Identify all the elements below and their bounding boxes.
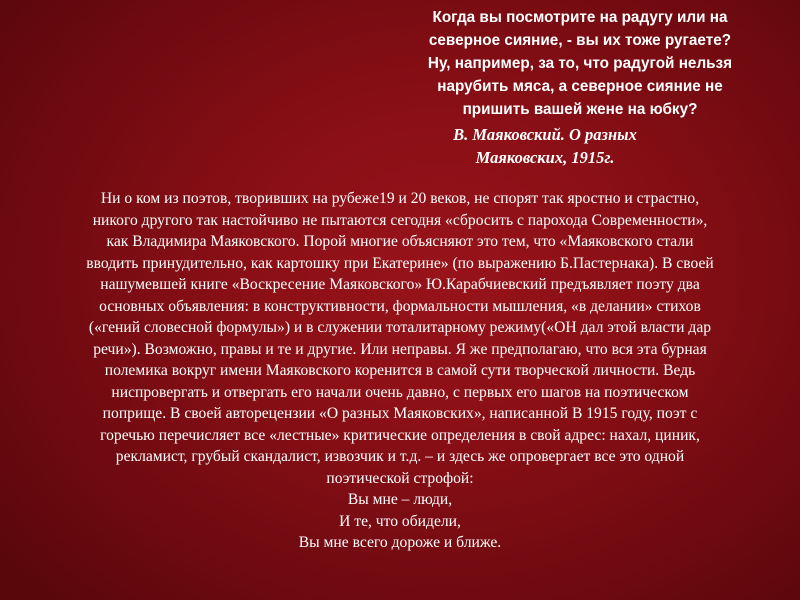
body-line: рекламист, грубый скандалист, извозчик и т.д. – и здесь же опровергает все это одной bbox=[115, 448, 685, 465]
body-line: поэтической строфой: bbox=[326, 469, 474, 487]
poem-line: Вы мне всего дороже и ближе. bbox=[298, 534, 502, 551]
body-line: полемика вокруг имени Маяковского коренится в самой сути творческой личности. Ведь bbox=[104, 362, 696, 379]
body-line: Ни о ком из поэтов, творивших на рубеже19 и 20 веков, не спорят так яростно и страстно, bbox=[100, 190, 700, 207]
poem-line: Вы мне – люди, bbox=[347, 491, 453, 508]
body-line: нашумевшей книге «Воскресение Маяковского» Ю.Карабчиевский предъявляет поэту два bbox=[100, 276, 700, 293]
body-line: как Владимира Маяковского. Порой многие объясняют это тем, что «Маяковского стали bbox=[106, 233, 694, 250]
epigraph-line: северное сияние, - вы их тоже ругаете? bbox=[428, 32, 732, 49]
body-line: поприще. В своей авторецензии «О разных Маяковских», написанной В 1915 году, поэт с bbox=[102, 405, 698, 422]
body-line: речи»). Возможно, правы и те и другие. Или неправы. Я же предполагаю, что вся эта бурная bbox=[93, 340, 707, 358]
epigraph-line: пришить вашей жене на юбку? bbox=[462, 101, 698, 118]
body-text bbox=[0, 188, 800, 554]
attribution-line: Маяковских, 1915г. bbox=[475, 148, 615, 167]
body-line: вводить принудительно, как картошку при Екатерине» (по выражению Б.Пастернака). В своей bbox=[86, 254, 714, 272]
body-line: горечью перечисляет все «лестные» критические определения в свой адрес: нахал, циник, bbox=[100, 426, 700, 444]
epigraph-line: Ну, например, за то, что радугой нельзя bbox=[427, 55, 733, 72]
epigraph-attribution bbox=[385, 123, 705, 169]
epigraph bbox=[385, 6, 775, 121]
epigraph-line: Когда вы посмотрите на радугу или на bbox=[432, 9, 728, 26]
epigraph-line: нарубить мяса, а северное сияние не bbox=[437, 78, 723, 95]
attribution-line: В. Маяковский. О разных bbox=[453, 125, 637, 144]
body-line: ниспровергать и отвергать его начали очень давно, с первых его шагов на поэтическом bbox=[111, 383, 689, 401]
body-line: основных объявления: в конструктивности, формальности мышления, «в делании» стихов bbox=[99, 297, 701, 315]
body-line: («гений словесной формулы») и в служении тоталитарному режиму(«ОН дал этой власти дар bbox=[88, 319, 712, 336]
body-line: никого другого так настойчиво не пытаются сегодня «сбросить с парохода Современности», bbox=[92, 211, 708, 229]
poem-line: И те, что обидели, bbox=[339, 512, 461, 530]
